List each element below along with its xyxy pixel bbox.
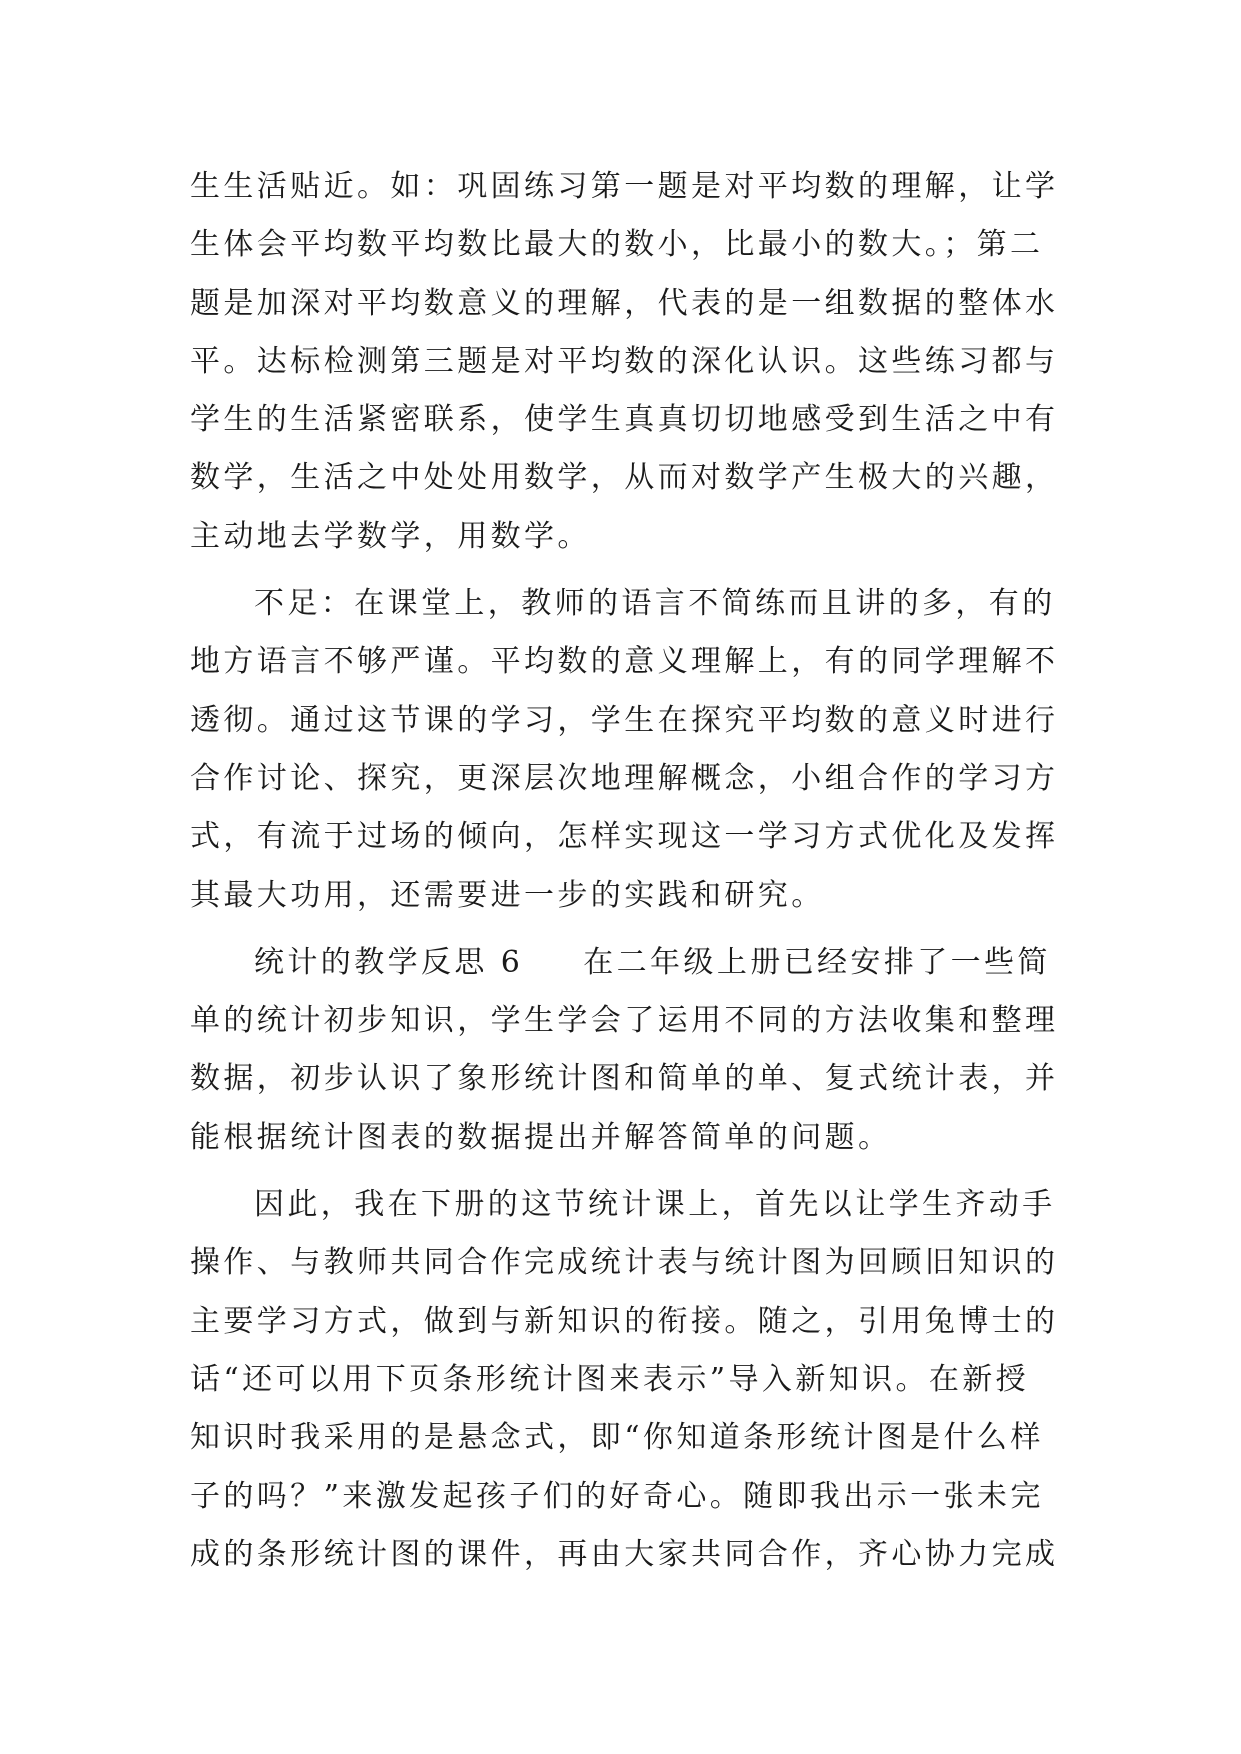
text-line: 知识时我采用的是悬念式，即“你知道条形统计图是什么样 <box>190 1420 1044 1456</box>
document-body <box>190 158 1059 1584</box>
text-line: 地方语言不够严谨。平均数的意义理解上，有的同学理解不 <box>190 644 1059 680</box>
text-line: 透彻。通过这节课的学习，学生在探究平均数的意义时进行 <box>190 702 1059 738</box>
text-line: 数据，初步认识了象形统计图和简单的单、复式统计表，并 <box>190 1061 1059 1097</box>
text-line: 不足：在课堂上，教师的语言不简练而且讲的多，有的 <box>254 586 1056 622</box>
paragraph-4 <box>190 1176 1059 1584</box>
text-line: 成的条形统计图的课件，再由大家共同合作，齐心协力完成 <box>190 1536 1059 1572</box>
text-line: 主要学习方式，做到与新知识的衔接。随之，引用兔博士的 <box>190 1303 1059 1339</box>
text-line: 平。达标检测第三题是对平均数的深化认识。这些练习都与 <box>190 343 1059 379</box>
section-heading: 统计的教学反思 6 <box>254 944 524 980</box>
text-line: 式，有流于过场的倾向，怎样实现这一学习方式优化及发挥 <box>190 819 1059 855</box>
text-line: 能根据统计图表的数据提出并解答简单的问题。 <box>190 1119 892 1155</box>
paragraph-2 <box>190 575 1059 925</box>
text-line: 生体会平均数平均数比最大的数小，比最小的数大。；第二 <box>190 227 1044 263</box>
text-line: 主动地去学数学，用数学。 <box>190 518 591 554</box>
text-line: 子的吗？”来激发起孩子们的好奇心。随即我出示一张未完 <box>190 1478 1044 1514</box>
text-line: 单的统计初步知识，学生学会了运用不同的方法收集和整理 <box>190 1003 1059 1039</box>
text-line: 话“还可以用下页条形统计图来表示”导入新知识。在新授 <box>190 1361 1030 1397</box>
first-line-text: 在二年级上册已经安排了一些简 <box>583 944 1051 980</box>
text-line: 学生的生活紧密联系，使学生真真切切地感受到生活之中有 <box>190 402 1059 438</box>
paragraph-3 <box>190 934 1059 1167</box>
text-line: 数学，生活之中处处用数学，从而对数学产生极大的兴趣， <box>190 460 1059 496</box>
paragraph-1 <box>190 158 1059 566</box>
text-line <box>190 934 1050 992</box>
text-line: 其最大功用，还需要进一步的实践和研究。 <box>190 877 825 913</box>
text-line: 生生活贴近。如：巩固练习第一题是对平均数的理解，让学 <box>190 169 1059 204</box>
text-line: 题是加深对平均数意义的理解，代表的是一组数据的整体水 <box>190 285 1059 321</box>
text-line: 合作讨论、探究，更深层次地理解概念，小组合作的学习方 <box>190 760 1059 796</box>
text-line: 操作、与教师共同合作完成统计表与统计图为回顾旧知识的 <box>190 1245 1059 1281</box>
text-line: 因此，我在下册的这节统计课上，首先以让学生齐动手 <box>254 1187 1056 1223</box>
